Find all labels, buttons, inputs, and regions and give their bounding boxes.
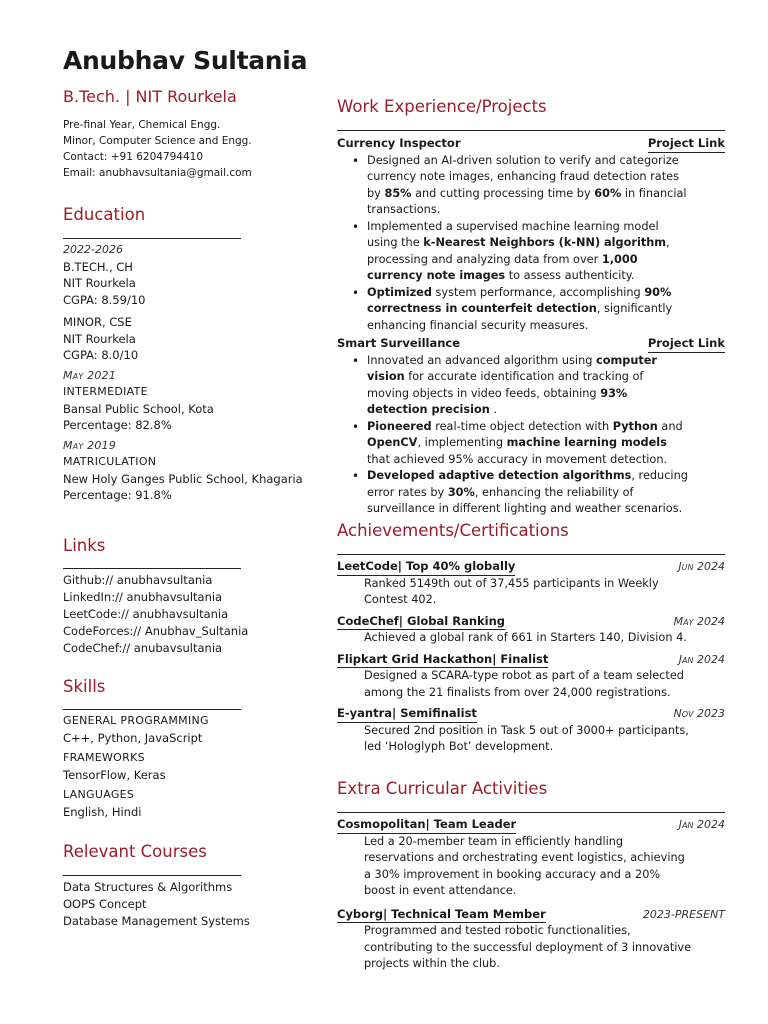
edu-school: New Holy Ganges Public School, Khagaria [63, 471, 303, 486]
course-item: OOPS Concept [63, 897, 147, 911]
work-title: Work Experience/Projects [337, 97, 547, 116]
codechef-link[interactable]: CodeChef:// anubavsultania [63, 641, 223, 655]
achievement-title: CodeChef| Global Ranking [337, 613, 505, 631]
achievement-head [337, 705, 725, 723]
minor-line: Minor, Computer Science and Engg. [63, 135, 252, 147]
project-bullet: • Developed adaptive detection algorithms, reducing error rates by 30%, enhancing the reliability of surveillance in different lighting and weather scenarios. [352, 468, 689, 518]
edu-school: Bansal Public School, Kota [63, 401, 214, 416]
header-meta [63, 117, 252, 181]
edu-item [63, 314, 303, 364]
edu-item [63, 368, 303, 434]
links-title: Links [63, 536, 106, 555]
achievements-list [337, 558, 725, 756]
project-link[interactable]: Project Link [648, 335, 725, 353]
project-bullet: • Optimized system performance, accomplishing 90% correctness in counterfeit detection, significantly enhancing financial security measures. [352, 285, 689, 335]
extra-list [337, 816, 725, 973]
project-name: Smart Surveillance [337, 336, 461, 350]
degree-line: B.Tech. | NIT Rourkela [63, 87, 237, 106]
courses-title: Relevant Courses [63, 842, 207, 861]
activity-date: Jan 2024 [678, 818, 725, 831]
project-name: Currency Inspector [337, 136, 461, 150]
activity-title: Cyborg| Technical Team Member [337, 906, 546, 924]
project-bullets [352, 153, 725, 335]
edu-degree: INTERMEDIATE [63, 385, 148, 398]
links-list [63, 572, 248, 657]
edu-degree: MINOR, CSE [63, 315, 132, 329]
achievement-desc: Secured 2nd position in Task 5 out of 3000+ participants, led ‘Hologlyph Bot’ development. [364, 723, 689, 753]
leetcode-link[interactable]: LeetCode:// anubhavsultania [63, 607, 229, 621]
skill-items: English, Hindi [63, 804, 142, 819]
education-list [63, 242, 303, 504]
activity-title: Cosmopolitan| Team Leader [337, 816, 516, 834]
edu-item [63, 242, 303, 308]
project-bullet: • Innovated an advanced algorithm using computer vision for accurate identification and tracking of moving objects in video feeds, obtaining 93% detection precision . [352, 353, 689, 419]
course-item: Data Structures & Algorithms [63, 880, 233, 894]
project-bullet: • Implemented a supervised machine learning model using the k-Nearest Neighbors (k-NN) algorithm, processing and analyzing data from over 1,000 currency note images to assess authenticity. [352, 219, 689, 285]
edu-school: NIT Rourkela [63, 331, 136, 346]
edu-date: May 2021 [63, 368, 116, 382]
achievement-title: Flipkart Grid Hackathon| Finalist [337, 651, 548, 669]
achievement-head [337, 558, 725, 576]
edu-score: Percentage: 82.8% [63, 418, 172, 432]
activity-date: 2023-PRESENT [642, 907, 725, 921]
skill-heading: LANGUAGES [63, 788, 135, 801]
activity-head [337, 906, 725, 924]
work-section [337, 135, 725, 518]
links-rule [63, 568, 241, 569]
codeforces-link[interactable]: CodeForces:// Anubhav_Sultania [63, 624, 249, 638]
skills-list [63, 713, 209, 820]
activity-head [337, 816, 725, 834]
skill-items: C++, Python, JavaScript [63, 730, 203, 745]
project-bullets [352, 353, 725, 518]
activity-desc: Led a 20-member team in efficiently handling reservations and orchestrating event logistics, achieving a 30% improvement in booking accuracy and a 20% boost in event attendance. [364, 834, 685, 897]
achievement-desc: Designed a SCARA-type robot as part of a team selected among the 21 finalists from over 24,000 registrations. [364, 669, 684, 699]
linkedin-link[interactable]: LinkedIn:// anubhavsultania [63, 590, 223, 604]
skills-title: Skills [63, 677, 106, 696]
achievements-rule [337, 554, 725, 555]
project-link[interactable]: Project Link [648, 135, 725, 153]
candidate-name: Anubhav Sultania [63, 46, 308, 75]
extra-rule [337, 812, 725, 813]
achievement-title: LeetCode| Top 40% globally [337, 558, 515, 576]
course-item: Database Management Systems [63, 914, 250, 928]
edu-score: CGPA: 8.0/10 [63, 348, 139, 362]
extra-title: Extra Curricular Activities [337, 779, 548, 798]
project-head [337, 135, 725, 153]
skill-heading: GENERAL PROGRAMMING [63, 714, 209, 727]
activity-desc: Programmed and tested robotic functionalities, contributing to the successful deployment of 3 innovative projects within the club. [364, 924, 692, 970]
edu-school: NIT Rourkela [63, 276, 136, 290]
education-title: Education [63, 205, 146, 224]
project-bullet: • Pioneered real-time object detection with Python and OpenCV, implementing machine learning models that achieved 95% accuracy in movement detection. [352, 419, 689, 469]
achievement-head [337, 613, 725, 631]
edu-item [63, 438, 303, 504]
achievement-date: Jan 2024 [678, 652, 725, 666]
courses-rule [63, 875, 241, 876]
achievement-head [337, 651, 725, 669]
skill-items: TensorFlow, Keras [63, 767, 166, 782]
achievement-desc: Ranked 5149th out of 37,455 participants in Weekly Contest 402. [364, 576, 659, 606]
skill-heading: FRAMEWORKS [63, 751, 145, 764]
achievements-title: Achievements/Certifications [337, 521, 569, 540]
achievement-desc: Achieved a global rank of 661 in Starters 140, Division 4. [364, 631, 687, 644]
edu-date: May 2019 [63, 438, 116, 452]
courses-list [63, 879, 250, 930]
achievement-date: Jun 2024 [678, 560, 725, 573]
github-link[interactable]: Github:// anubhavsultania [63, 573, 213, 587]
edu-date: 2022-2026 [63, 243, 123, 256]
achievement-date: May 2024 [673, 614, 725, 628]
edu-score: CGPA: 8.59/10 [63, 292, 146, 307]
project-head [337, 335, 725, 353]
achievement-title: E-yantra| Semifinalist [337, 705, 477, 723]
edu-score: Percentage: 91.8% [63, 488, 172, 502]
contact-line: Contact: +91 6204794410 [63, 151, 204, 163]
work-rule [337, 130, 725, 131]
year-line: Pre-final Year, Chemical Engg. [63, 119, 221, 131]
education-rule [63, 238, 241, 239]
skills-rule [63, 709, 241, 710]
email-line[interactable]: Email: anubhavsultania@gmail.com [63, 167, 252, 179]
achievement-date: Nov 2023 [673, 707, 725, 720]
edu-degree: MATRICULATION [63, 455, 157, 468]
project-bullet: • Designed an AI-driven solution to verify and categorize currency note images, enhancing fraud detection rates by 85% and cutting processing time by 60% in financial transactions. [352, 153, 689, 219]
edu-degree: B.TECH., CH [63, 259, 133, 274]
